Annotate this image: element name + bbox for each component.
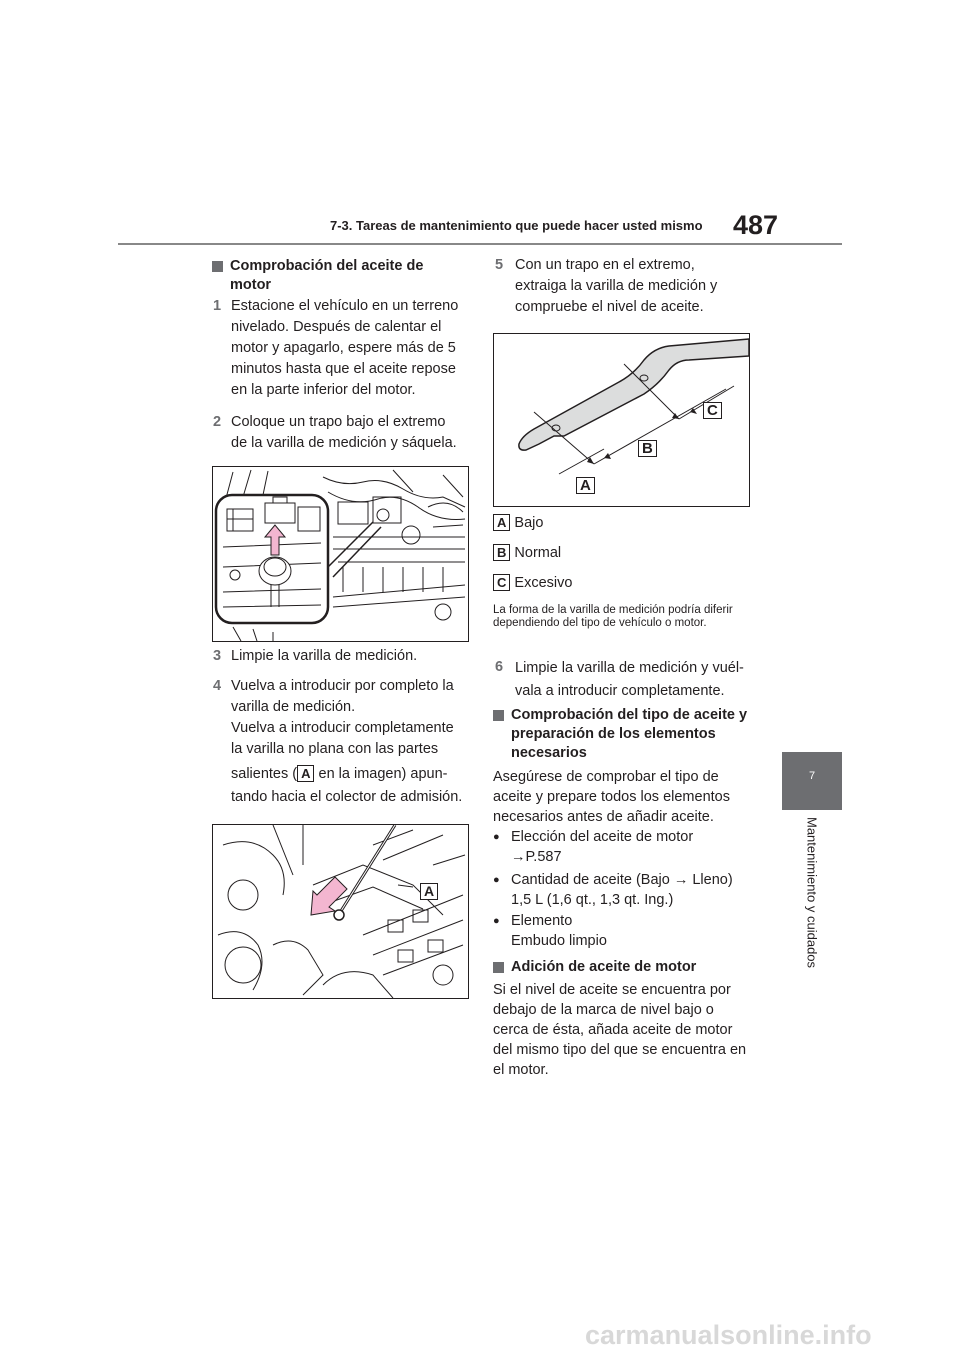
section-oil-type-title: Comprobación del tipo de aceite y preparación de los elementos necesarios [493, 706, 749, 763]
figure-label-a: A [576, 477, 595, 494]
section-marker-icon [212, 261, 223, 272]
dipstick-levels-illustration [494, 334, 749, 506]
chapter-number: 7 [808, 770, 816, 782]
dipstick-levels-figure [493, 333, 750, 507]
step-1: 1 Estacione el vehículo en un terreno nivelado. Después de calentar el motor y apagarlo, espere más de 5 minutos hasta que el aceite repose en la parte inferior del motor. [213, 296, 465, 401]
legend-low [493, 514, 543, 531]
legend-excessive [493, 574, 572, 591]
bullet-dot-icon: ● [493, 915, 500, 927]
page-number: 487 [733, 210, 779, 240]
step-1-text: Estacione el vehículo en un terreno nivelado. Después de calentar el motor y apagarlo, espere más de 5 minutos hasta que el aceite repose en la parte inferior del motor. [231, 298, 459, 398]
chapter-title-wrap [782, 813, 842, 983]
step-2: 2 Coloque un trapo bajo el extremo de la varilla de medición y sáquela. [213, 412, 465, 454]
section-marker-icon [493, 710, 504, 721]
section-add-oil-title: Adición de aceite de motor [493, 958, 749, 977]
figure-label-c: C [703, 402, 722, 419]
legend-key-a: A [493, 514, 510, 531]
step-5: 5 Con un trapo en el extremo, extraiga la varilla de medición y compruebe el nivel de aceite. [495, 255, 750, 318]
bullet-dot-icon: ● [493, 831, 500, 843]
step-4-line-3: salientes ( A en la imagen) apun- [231, 766, 448, 782]
legend-key-b: B [493, 544, 510, 561]
step-4-line-1: Vuelva a introducir por completo la varilla de medición. [231, 678, 454, 715]
legend-key-c: C [493, 574, 510, 591]
section-header-title: 7-3. Tareas de mantenimiento que puede hacer usted mismo [330, 218, 703, 233]
section-oil-type-text: Asegúrese de comprobar el tipo de aceite y prepare todos los elementos necesarios antes de añadir aceite. [493, 769, 730, 825]
dipstick-shape-note: La forma de la varilla de medición podría diferir dependiendo del tipo de vehículo o motor. [493, 604, 733, 629]
step-2-text: Coloque un trapo bajo el extremo de la varilla de medición y sáquela. [231, 414, 457, 451]
section-add-oil-text: Si el nivel de aceite se encuentra por debajo de la marca de nivel bajo o cerca de ésta, añada aceite de motor del mismo tipo del que se encuentra en el motor. [493, 982, 747, 1078]
dipstick-insert-illustration [213, 825, 468, 998]
label-a-inline: A [297, 765, 314, 782]
legend-normal [493, 544, 561, 561]
section-marker-icon [493, 962, 504, 973]
legend-text-low: Bajo [514, 515, 544, 531]
step-4-line-2: Vuelva a introducir completamente la varilla no plana con las partes [231, 720, 454, 757]
figure-label-b: B [638, 440, 657, 457]
step-6: 6 Limpie la varilla de medición y vuél- vala a introducir completamente. [495, 657, 750, 703]
page-reference-link[interactable]: →P.587 [511, 849, 562, 865]
engine-dipstick-figure [212, 466, 469, 642]
bullet-oil-quantity: ● Cantidad de aceite (Bajo → Lleno) 1,5 L (1,6 qt., 1,3 qt. Ing.) [493, 872, 733, 908]
chapter-title: Mantenimiento y cuidados [804, 817, 820, 969]
step-4: 4 Vuelva a introducir por completo la varilla de medición. Vuelva a introducir completamente la varilla no plana con las partes salientes ( A en la imagen) apun- tando hacia el colector de admisión. [213, 676, 468, 808]
legend-text-normal: Normal [514, 545, 562, 561]
header-divider [118, 243, 842, 245]
legend-text-excessive: Excesivo [514, 575, 573, 591]
bullet-item: ● Elemento Embudo limpio [493, 913, 607, 949]
step-3: 3 Limpie la varilla de medición. [213, 646, 465, 667]
bullet-dot-icon: ● [493, 874, 500, 886]
engine-dipstick-illustration [213, 467, 468, 641]
bullet-oil-selection: ● Elección del aceite de motor →P.587 [493, 829, 694, 865]
step-6-text: Limpie la varilla de medición y vuél- vala a introducir completamente. [515, 660, 744, 699]
figure-label-a: A [420, 883, 438, 900]
step-4-line-4: tando hacia el colector de admisión. [231, 789, 463, 805]
section-oil-check-title: Comprobación del aceite de motor [212, 257, 462, 295]
watermark: carmanualsonline.info [585, 1320, 872, 1350]
dipstick-insert-figure [212, 824, 469, 999]
step-3-text: Limpie la varilla de medición. [231, 648, 418, 664]
step-5-text: Con un trapo en el extremo, extraiga la varilla de medición y compruebe el nivel de aceite. [515, 257, 718, 315]
